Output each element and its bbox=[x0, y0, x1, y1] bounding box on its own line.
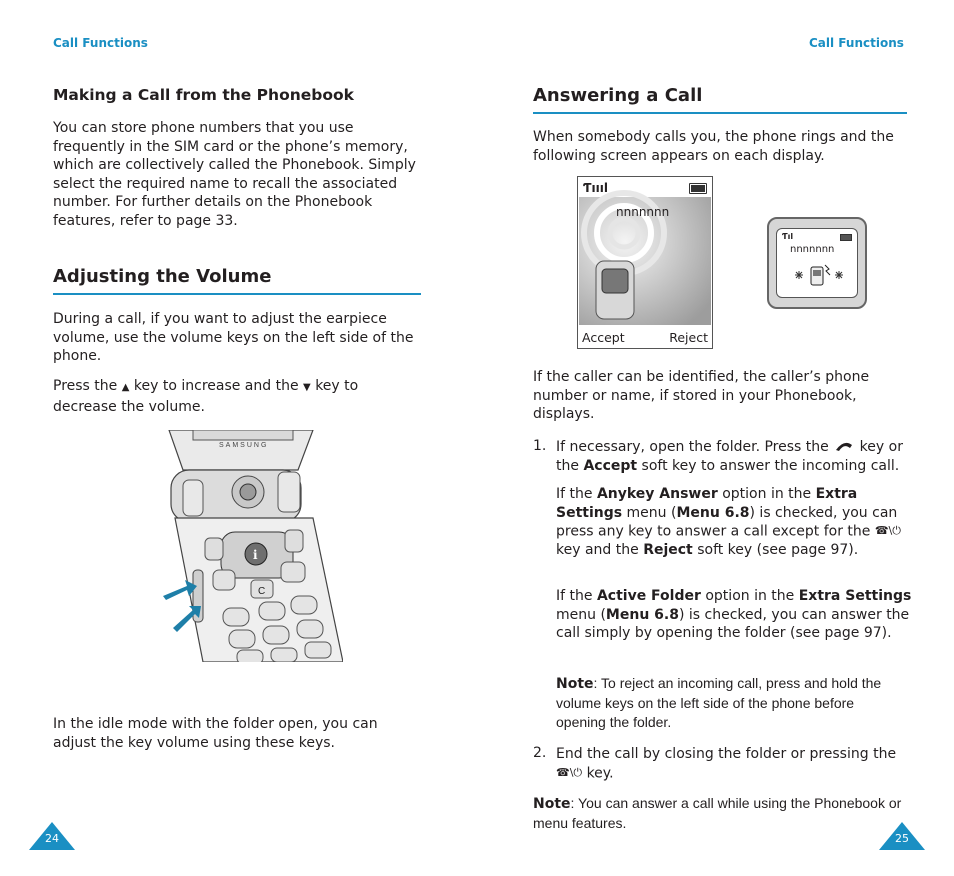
note-answer-while-using: Note: You can answer a call while using the Phonebook or menu features. bbox=[533, 795, 902, 831]
key-volume-paragraph: In the idle mode with the folder open, you can adjust the key volume using these keys. bbox=[53, 716, 378, 751]
reject-softkey[interactable]: Reject bbox=[669, 330, 708, 345]
volume-down-icon: ▼ bbox=[303, 382, 311, 393]
external-caller-id: nnnnnnn bbox=[790, 244, 835, 255]
volume-up-icon: ▲ bbox=[121, 382, 130, 393]
section-heading-phonebook: Making a Call from the Phonebook bbox=[53, 86, 354, 104]
battery-icon bbox=[689, 183, 707, 194]
running-head-left: Call Functions bbox=[53, 36, 148, 50]
end-power-key-icon: ☎\⏻ bbox=[556, 765, 583, 779]
note-reject-call: Note: To reject an incoming call, press and hold the volume keys on the left side of the phone before opening the folder. bbox=[556, 675, 882, 730]
accept-softkey[interactable]: Accept bbox=[582, 330, 625, 345]
end-power-key-icon: ☎\⏻ bbox=[874, 524, 901, 538]
volume-paragraph-2: Press the ▲ key to increase and the ▼ key to decrease the volume. bbox=[53, 378, 359, 415]
anykey-answer-paragraph: If the Anykey Answer option in the Extra Settings menu (Menu 6.8) is checked, you can press any key to answer a call except for the ☎\⏻ key and the Reject soft key (see page 97). bbox=[556, 486, 901, 559]
volume-paragraph-1: During a call, if you want to adjust the earpiece volume, use the volume keys on the left side of the phone. bbox=[53, 311, 414, 365]
running-head-right: Call Functions bbox=[809, 36, 904, 50]
send-key-icon bbox=[833, 441, 855, 453]
step-2-text: End the call by closing the folder or pressing the ☎\⏻ key. bbox=[556, 746, 897, 781]
section-heading-answering: Answering a Call bbox=[533, 85, 907, 114]
step-2-number: 2. bbox=[533, 745, 547, 761]
signal-strength-icon: Ƭıııl bbox=[583, 181, 608, 195]
caller-id-text: nnnnnnn bbox=[616, 205, 670, 219]
note-label: Note bbox=[533, 796, 571, 812]
phonebook-paragraph: You can store phone numbers that you use frequently in the SIM card or the phone’s memory, which are collectively called the Phonebook. Simply select the required name to recall the associated number. For further details on the Phonebook features, refer to page 33. bbox=[53, 120, 416, 229]
incoming-call-graphic bbox=[578, 177, 712, 348]
ringing-phone-icon bbox=[789, 261, 847, 289]
phone-volume-keys-illustration bbox=[163, 430, 343, 662]
step-1-number: 1. bbox=[533, 438, 547, 454]
note-label: Note bbox=[556, 676, 594, 692]
external-battery-icon bbox=[840, 234, 852, 241]
step-1-text: If necessary, open the folder. Press the key or the Accept soft key to answer the incoming call. bbox=[556, 439, 903, 474]
external-display-frame bbox=[767, 217, 867, 309]
svg-text:i: i bbox=[253, 548, 258, 562]
svg-text:C: C bbox=[258, 586, 266, 597]
external-display-screen bbox=[776, 228, 858, 298]
main-display-screen bbox=[577, 176, 713, 349]
active-folder-paragraph: If the Active Folder option in the Extra Settings menu (Menu 6.8) is checked, you can answer the call simply by opening the folder (see page 97). bbox=[556, 588, 912, 642]
answering-intro: When somebody calls you, the phone rings and the following screen appears on each display. bbox=[533, 129, 894, 164]
section-heading-volume: Adjusting the Volume bbox=[53, 266, 421, 295]
page-number-left: 24 bbox=[29, 822, 75, 850]
brand-text: SAMSUNG bbox=[219, 442, 269, 449]
caller-identified-paragraph: If the caller can be identified, the caller’s phone number or name, if stored in your Phonebook, displays. bbox=[533, 369, 870, 423]
external-signal-icon: Ƭıl bbox=[782, 232, 794, 241]
page-number-right: 25 bbox=[879, 822, 925, 850]
